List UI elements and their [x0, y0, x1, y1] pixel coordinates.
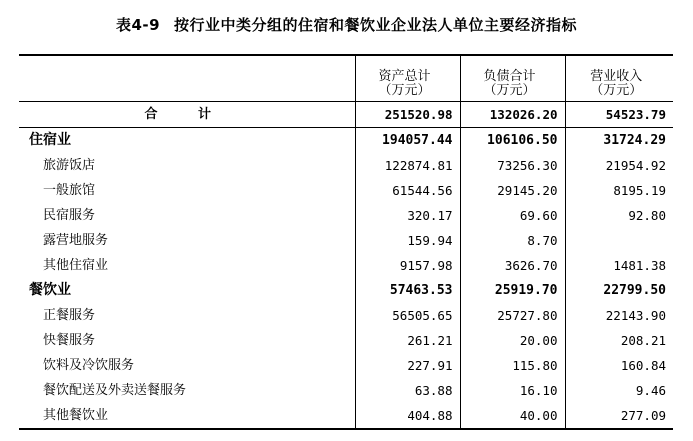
table-row [19, 178, 673, 203]
cell-total-assets: 57463.53 [355, 278, 460, 303]
table-row-total [19, 101, 673, 127]
cell-total-liabilities: 3626.70 [460, 253, 565, 278]
cell-operating-revenue: 208.21 [565, 328, 673, 353]
row-label: 其他住宿业 [43, 257, 109, 273]
row-label: 餐饮配送及外卖送餐服务 [43, 382, 187, 398]
header-operating-revenue-unit: （万元） [590, 82, 643, 98]
table-row [19, 253, 673, 278]
cell-operating-revenue: 22799.50 [565, 278, 673, 303]
table-number: 表4-9 [115, 16, 161, 34]
cell-operating-revenue: 21954.92 [565, 153, 673, 178]
header-operating-revenue-label: 营业收入 [590, 68, 643, 84]
header-category [19, 55, 355, 101]
table-row [19, 353, 673, 378]
cell-total-assets: 159.94 [355, 228, 460, 253]
cell-total-liabilities: 25919.70 [460, 278, 565, 303]
row-label: 旅游饭店 [43, 157, 96, 173]
cell-total-liabilities: 16.10 [460, 378, 565, 403]
table-title-text: 按行业中类分组的住宿和餐饮业企业法人单位主要经济指标 [174, 16, 578, 34]
cell-total-assets: 61544.56 [355, 178, 460, 203]
row-label: 正餐服务 [43, 307, 96, 323]
economic-indicators-table [19, 54, 673, 430]
table-row-group [19, 278, 673, 303]
cell-total-assets: 194057.44 [355, 127, 460, 153]
table-row [19, 203, 673, 228]
table-row [19, 403, 673, 429]
cell-total-liabilities: 115.80 [460, 353, 565, 378]
row-label: 餐饮业 [29, 281, 71, 298]
row-label: 住宿业 [29, 131, 71, 148]
row-label: 民宿服务 [43, 207, 96, 223]
cell-operating-revenue: 22143.90 [565, 303, 673, 328]
row-label: 饮料及冷饮服务 [43, 357, 135, 373]
table-row [19, 303, 673, 328]
cell-total-liabilities: 106106.50 [460, 127, 565, 153]
cell-operating-revenue: 54523.79 [565, 101, 673, 127]
cell-total-assets: 320.17 [355, 203, 460, 228]
header-total-assets-label: 资产总计 [378, 68, 431, 84]
cell-operating-revenue: 92.80 [565, 203, 673, 228]
cell-operating-revenue: 8195.19 [565, 178, 673, 203]
table-row-group [19, 127, 673, 153]
cell-total-assets: 227.91 [355, 353, 460, 378]
row-label: 其他餐饮业 [19, 403, 355, 429]
row-label: 合 计 [19, 101, 355, 127]
cell-operating-revenue [565, 228, 673, 253]
header-row [19, 55, 673, 101]
cell-operating-revenue: 277.09 [565, 403, 673, 429]
header-operating-revenue [565, 55, 673, 101]
row-label: 一般旅馆 [43, 182, 96, 198]
table-row [19, 328, 673, 353]
table-row [19, 378, 673, 403]
cell-total-assets: 122874.81 [355, 153, 460, 178]
cell-total-assets: 56505.65 [355, 303, 460, 328]
cell-operating-revenue: 1481.38 [565, 253, 673, 278]
cell-operating-revenue: 31724.29 [565, 127, 673, 153]
header-total-liabilities [460, 55, 565, 101]
header-total-assets [355, 55, 460, 101]
cell-total-assets: 404.88 [355, 403, 460, 429]
table-title [0, 14, 693, 35]
cell-operating-revenue: 9.46 [565, 378, 673, 403]
cell-total-liabilities: 73256.30 [460, 153, 565, 178]
cell-operating-revenue: 160.84 [565, 353, 673, 378]
table-row [19, 228, 673, 253]
header-total-assets-unit: （万元） [378, 82, 431, 98]
cell-total-assets: 63.88 [355, 378, 460, 403]
cell-total-assets: 9157.98 [355, 253, 460, 278]
cell-total-liabilities: 40.00 [460, 403, 565, 429]
cell-total-liabilities: 20.00 [460, 328, 565, 353]
cell-total-assets: 251520.98 [355, 101, 460, 127]
cell-total-liabilities: 29145.20 [460, 178, 565, 203]
row-label: 露营地服务 [43, 232, 109, 248]
cell-total-liabilities: 69.60 [460, 203, 565, 228]
cell-total-liabilities: 132026.20 [460, 101, 565, 127]
cell-total-liabilities: 8.70 [460, 228, 565, 253]
header-total-liabilities-unit: （万元） [483, 82, 536, 98]
row-label: 快餐服务 [43, 332, 96, 348]
cell-total-liabilities: 25727.80 [460, 303, 565, 328]
header-total-liabilities-label: 负债合计 [483, 68, 536, 84]
cell-total-assets: 261.21 [355, 328, 460, 353]
table-row [19, 153, 673, 178]
